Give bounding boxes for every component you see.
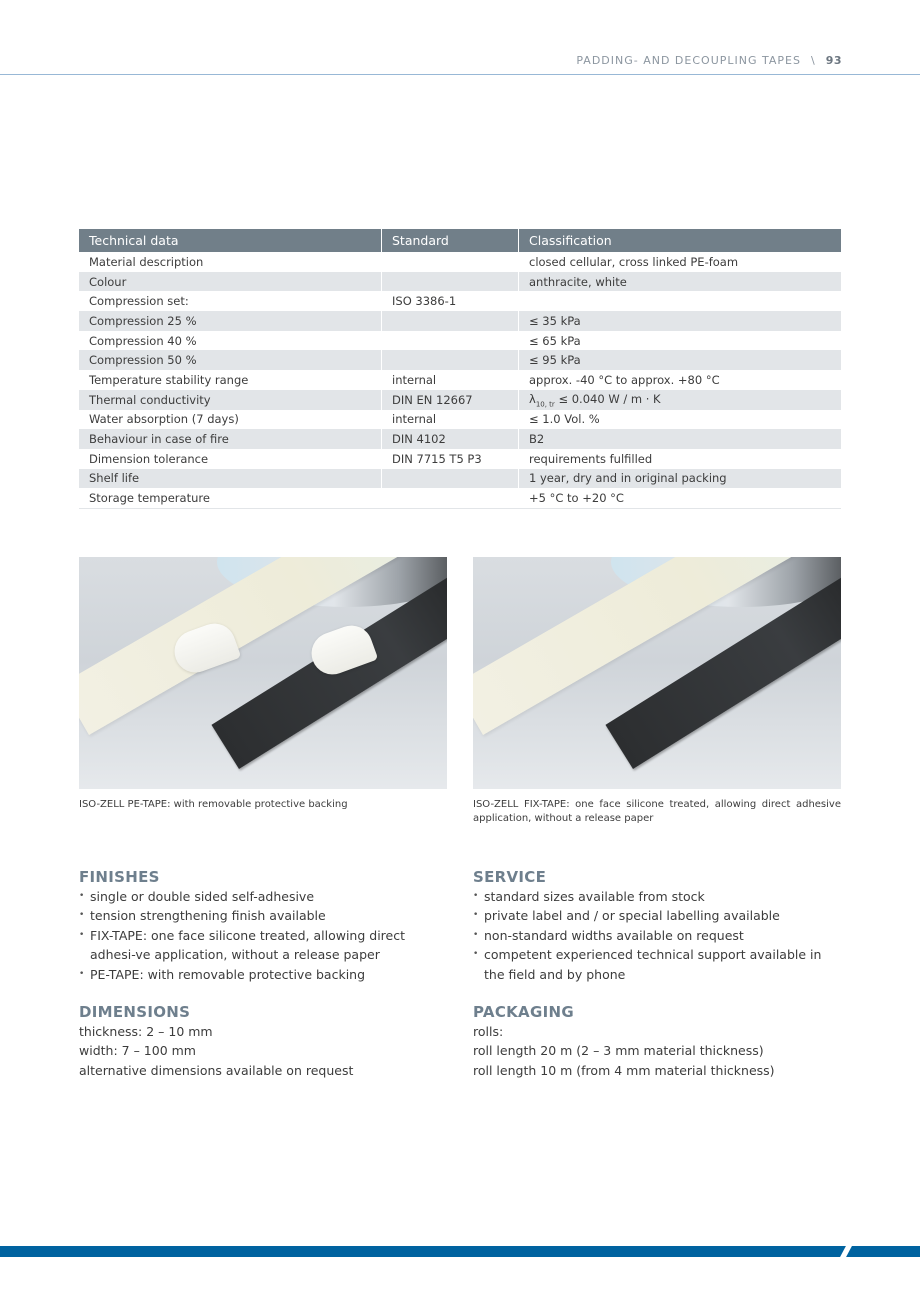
cell-standard: ISO 3386-1 [382, 291, 519, 311]
dimensions-section [79, 1002, 449, 1080]
table-row [79, 252, 841, 272]
cell-classification: anthracite, white [519, 272, 842, 292]
header-separator: \ [810, 54, 816, 67]
service-section [473, 867, 843, 984]
footer-bar [0, 1246, 920, 1257]
column-header-classification: Classification [519, 229, 842, 252]
page-header [0, 50, 920, 75]
dimension-line: width: 7 – 100 mm [79, 1043, 196, 1059]
packaging-line: roll length 10 m (from 4 mm material thickness) [473, 1062, 775, 1078]
list-item: • competent experienced technical support available in the field and by phone [473, 945, 843, 984]
cell-standard: DIN EN 12667 [382, 390, 519, 410]
finishes-list [79, 887, 449, 984]
cell-standard: DIN 4102 [382, 429, 519, 449]
cell-technical-data: Behaviour in case of fire [79, 429, 382, 449]
cell-classification: +5 °C to +20 °C [519, 488, 842, 508]
running-header [576, 54, 842, 67]
cell-technical-data: Dimension tolerance [79, 449, 382, 469]
cell-technical-data: Compression 25 % [79, 311, 382, 331]
cell-classification [519, 291, 842, 311]
table-row [79, 370, 841, 390]
table-row [79, 390, 841, 410]
packaging-line: roll length 20 m (2 – 3 mm material thickness) [473, 1043, 764, 1059]
page-number: 93 [825, 54, 842, 67]
lambda-symbol: λ [529, 391, 536, 406]
pe-tape-photo [79, 557, 447, 789]
thermal-conductivity-value: ≤ 0.040 W / m · K [558, 391, 661, 406]
cell-standard [382, 252, 519, 272]
list-item: • single or double sided self-adhesive [79, 887, 449, 906]
technical-data-table [79, 229, 841, 509]
list-item: • PE-TAPE: with removable protective backing [79, 965, 449, 984]
table-row [79, 350, 841, 370]
cell-technical-data: Shelf life [79, 469, 382, 489]
list-item: • non-standard widths available on request [473, 926, 843, 945]
column-header-technical-data: Technical data [79, 229, 382, 252]
cell-technical-data: Colour [79, 272, 382, 292]
table-row [79, 272, 841, 292]
service-list [473, 887, 843, 984]
table-row [79, 311, 841, 331]
cell-standard [382, 488, 519, 508]
packaging-heading: PACKAGING [473, 1003, 574, 1021]
cell-classification: requirements fulfilled [519, 449, 842, 469]
cell-technical-data: Thermal conductivity [79, 390, 382, 410]
packaging-section [473, 1002, 843, 1080]
cell-classification: ≤ 65 kPa [519, 331, 842, 351]
table-row [79, 488, 841, 508]
cell-standard: internal [382, 370, 519, 390]
fix-tape-photo [473, 557, 841, 789]
cell-technical-data: Compression 50 % [79, 350, 382, 370]
table-header-row [79, 229, 841, 252]
table-row [79, 331, 841, 351]
cell-standard: DIN 7715 T5 P3 [382, 449, 519, 469]
cell-classification: ≤ 35 kPa [519, 311, 842, 331]
cell-technical-data: Material description [79, 252, 382, 272]
cell-classification: B2 [519, 429, 842, 449]
cell-technical-data: Storage temperature [79, 488, 382, 508]
cell-standard [382, 311, 519, 331]
cell-classification: ≤ 95 kPa [519, 350, 842, 370]
cell-standard [382, 331, 519, 351]
cell-classification: ≤ 1.0 Vol. % [519, 410, 842, 430]
finishes-heading: FINISHES [79, 868, 160, 886]
cell-technical-data: Compression set: [79, 291, 382, 311]
dimension-line: thickness: 2 – 10 mm [79, 1024, 213, 1039]
cell-classification [519, 390, 842, 410]
section-title: PADDING- AND DECOUPLING TAPES [576, 54, 801, 67]
cell-standard [382, 469, 519, 489]
cell-technical-data: Temperature stability range [79, 370, 382, 390]
cell-classification: approx. -40 °C to approx. +80 °C [519, 370, 842, 390]
table-row [79, 429, 841, 449]
cell-standard: internal [382, 410, 519, 430]
list-item: • private label and / or special labelling available [473, 906, 843, 925]
lambda-subscript: 10, tr [535, 399, 555, 408]
list-item: • FIX-TAPE: one face silicone treated, allowing direct adhesi-ve application, without a release paper [79, 926, 449, 965]
packaging-line: rolls: [473, 1024, 504, 1039]
cell-technical-data: Water absorption (7 days) [79, 410, 382, 430]
table-row [79, 449, 841, 469]
finishes-section [79, 867, 449, 984]
service-heading: SERVICE [473, 868, 547, 886]
list-item: • tension strengthening finish available [79, 906, 449, 925]
cell-classification: 1 year, dry and in original packing [519, 469, 842, 489]
list-item: • standard sizes available from stock [473, 887, 843, 906]
cell-standard [382, 272, 519, 292]
cell-classification: closed cellular, cross linked PE-foam [519, 252, 842, 272]
column-header-standard: Standard [382, 229, 519, 252]
table-row [79, 410, 841, 430]
cell-standard [382, 350, 519, 370]
fix-tape-caption: ISO-ZELL FIX-TAPE: one face silicone treated, allowing direct adhesive application, without a release paper [473, 799, 841, 824]
cell-technical-data: Compression 40 % [79, 331, 382, 351]
dimensions-heading: DIMENSIONS [79, 1003, 191, 1021]
table-row [79, 469, 841, 489]
dimension-line: alternative dimensions available on request [79, 1062, 354, 1078]
table-row [79, 291, 841, 311]
pe-tape-caption: ISO-ZELL PE-TAPE: with removable protective backing [79, 799, 348, 810]
